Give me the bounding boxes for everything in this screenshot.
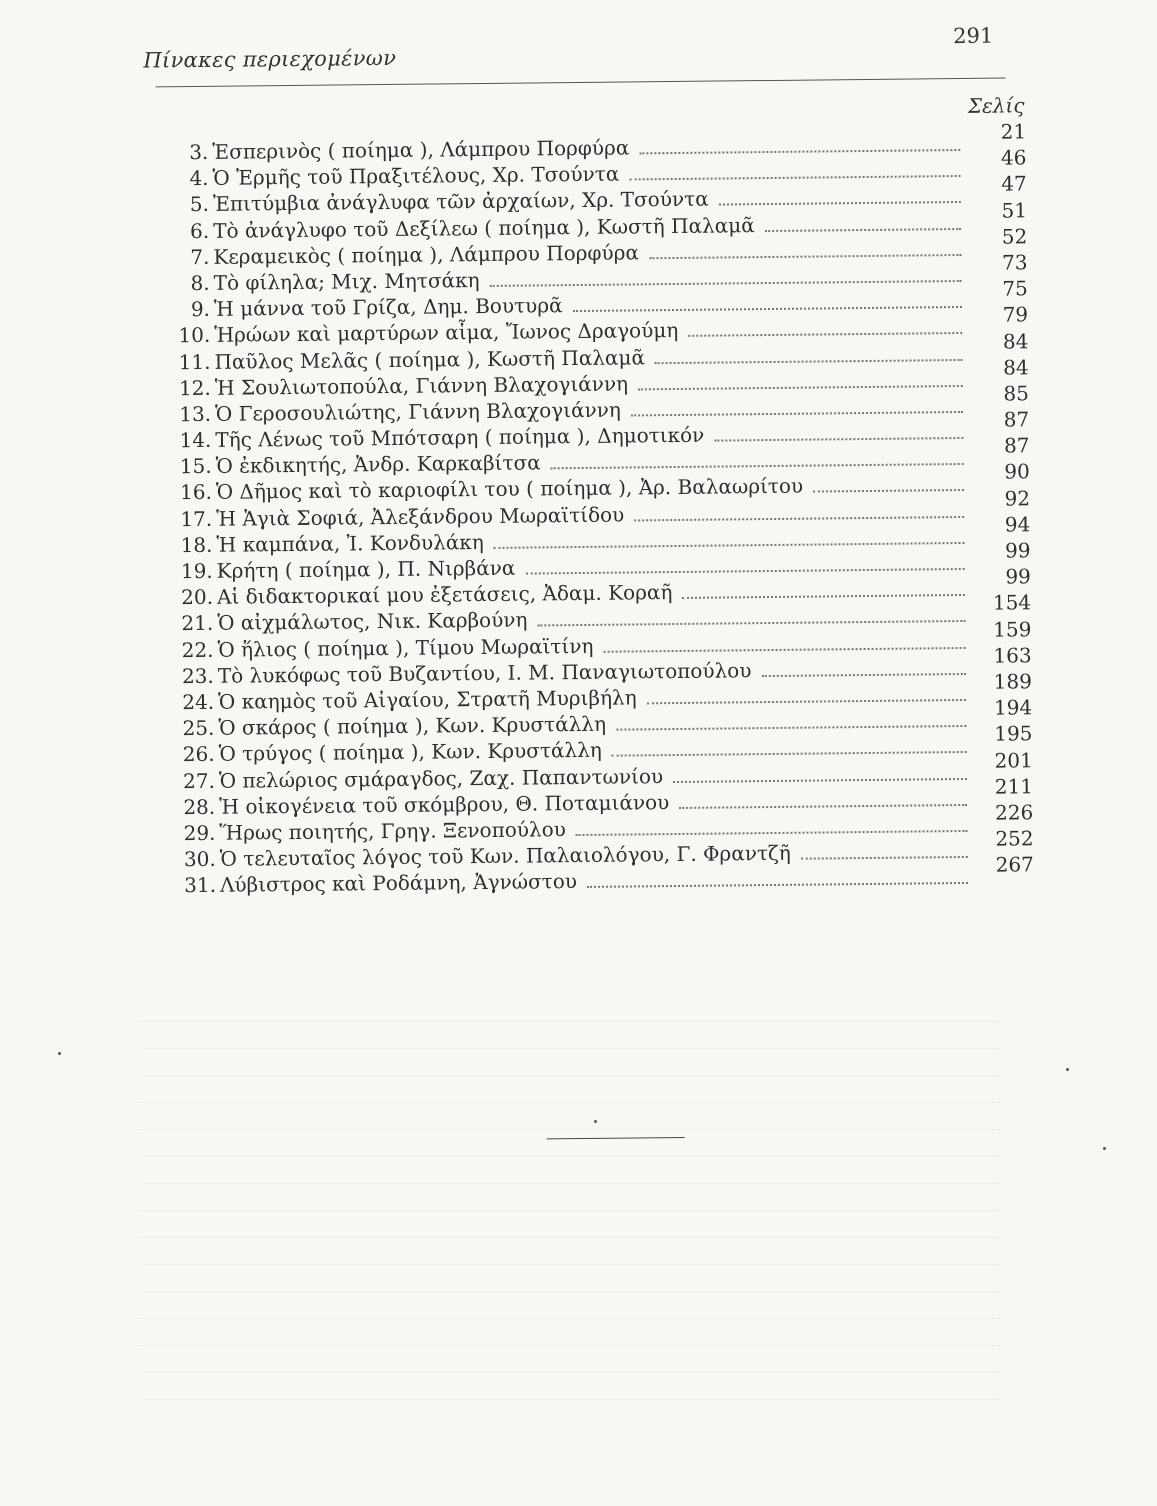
toc-entry-title: Ἑσπερινὸς ( ποίημα ), Λάμπρου Πορφύρα — [212, 135, 630, 164]
toc-entry-number: 24. — [182, 689, 215, 715]
toc-entry-number: 17. — [180, 506, 213, 531]
toc-entry-number: 11. — [178, 349, 211, 374]
toc-entry-page: 195 — [994, 721, 1033, 746]
toc-entry-number: 18. — [180, 532, 213, 557]
toc-entry-title: Ὁ Ἑρμῆς τοῦ Πραξιτέλους, Χρ. Τσούντα — [212, 161, 620, 191]
toc-entry-page: 46 — [1000, 145, 1027, 170]
toc-entry-page: 267 — [995, 852, 1034, 877]
toc-dot-leader — [714, 437, 963, 442]
toc-entry-title: Παῦλος Μελᾶς ( ποίημα ), Κωστῆ Παλαμᾶ — [214, 344, 646, 374]
toc-entry-number: 20. — [181, 585, 214, 610]
toc-entry-page: 87 — [1003, 407, 1030, 432]
toc-entry-number: 21. — [181, 611, 214, 636]
page-number: 291 — [953, 23, 994, 49]
toc-entry-page: 154 — [992, 590, 1032, 616]
toc-entry-page: 99 — [1005, 564, 1031, 589]
toc-entry-title: Ὁ τελευταῖος λόγος τοῦ Κων. Παλαιολόγου, Γ. Φραντζῆ — [219, 840, 791, 871]
toc-dot-leader — [639, 149, 960, 154]
toc-entry-page: 85 — [1003, 381, 1030, 406]
toc-entry-page: 94 — [1004, 512, 1031, 537]
toc-entry-page: 194 — [993, 695, 1033, 720]
toc-entry-number: 25. — [182, 715, 215, 741]
toc-entry-page: 92 — [1004, 485, 1031, 511]
toc-entry-number: 16. — [179, 480, 213, 505]
toc-dot-leader — [647, 699, 966, 704]
toc-dot-leader — [631, 411, 963, 416]
toc-entry-title: Τὸ φίληλα; Μιχ. Μητσάκη — [213, 267, 480, 295]
toc-dot-leader — [682, 594, 965, 599]
toc-entry-title: Ὁ πελώριος σμάραγδος, Ζαχ. Παπαντωνίου — [218, 763, 664, 793]
toc-entry-title: Ἥρως ποιητής, Γρηγ. Ξενοπούλου — [219, 817, 566, 845]
toc-entry-title: Ὁ ἐκδικητής, Ἀνδρ. Καρκαβίτσα — [215, 450, 541, 479]
toc-entry-title: Κεραμεικὸς ( ποίημα ), Λάμπρου Πορφύρα — [213, 240, 640, 269]
page-column-label: Σελίς — [967, 93, 1025, 118]
toc-entry-title: Αἱ διδακτορικαί μου ἐξετάσεις, Ἀδαμ. Κοραῆ — [216, 580, 673, 609]
toc-entry-number: 23. — [181, 663, 214, 688]
toc-entry-number: 27. — [182, 768, 216, 793]
toc-entry-title: Τῆς Λένως τοῦ Μπότσαρη ( ποίημα ), Δημοτικόν — [215, 422, 705, 452]
toc-entry-title: Ἡ Ἁγιὰ Σοφιά, Ἀλεξάνδρου Μωραϊτίδου — [216, 502, 625, 531]
toc-entry-title: Ὁ ἥλιος ( ποίημα ), Τίμου Μωραϊτίνη — [217, 633, 594, 662]
toc-entry-number: 26. — [182, 742, 215, 767]
toc-entry-page: 163 — [993, 643, 1032, 668]
toc-dot-leader — [813, 489, 964, 493]
toc-dot-leader — [576, 830, 968, 836]
toc-entry-page: 159 — [993, 616, 1032, 642]
toc-entry-page: 51 — [1001, 197, 1028, 223]
toc-entry-page: 201 — [994, 747, 1033, 773]
toc-dot-leader — [551, 463, 964, 469]
toc-entry-number: 22. — [181, 637, 214, 662]
toc-entry-title: Ἡ Σουλιωτοπούλα, Γιάννη Βλαχογιάννη — [214, 371, 629, 400]
toc-entry-title: Τὸ ἀνάγλυφο τοῦ Δεξίλεω ( ποίημα ), Κωστῆ Παλαμᾶ — [213, 212, 755, 243]
table-of-contents — [166, 119, 1034, 898]
toc-entry-title: Ἡ οἰκογένεια τοῦ σκόμβρου, Θ. Ποταμιάνου — [219, 789, 670, 819]
toc-entry-page: 21 — [1000, 119, 1027, 144]
toc-dot-leader — [679, 804, 967, 809]
toc-entry-page: 52 — [1001, 224, 1028, 249]
toc-entry-number: 28. — [183, 794, 216, 819]
toc-entry-number: 4. — [189, 166, 209, 191]
toc-entry-number: 6. — [189, 218, 210, 243]
toc-dot-leader — [761, 673, 965, 677]
toc-dot-leader — [673, 777, 967, 782]
toc-entry-page: 189 — [993, 669, 1033, 694]
toc-entry-title: Ἐπιτύμβια ἀνάγλυφα τῶν ἀρχαίων, Χρ. Τσούντα — [212, 187, 709, 217]
toc-entry-page: 73 — [1001, 250, 1028, 275]
toc-entry-number: 12. — [178, 375, 211, 400]
toc-entry-title: Ὁ σκάρος ( ποίημα ), Κων. Κρυστάλλη — [218, 711, 607, 740]
toc-entry-number: 7. — [190, 244, 210, 269]
toc-dot-leader — [655, 358, 963, 363]
toc-dot-leader — [765, 228, 961, 232]
toc-entry-number: 31. — [184, 873, 217, 898]
toc-entry-title: Ὁ καημὸς τοῦ Αἰγαίου, Στρατῆ Μυριβήλη — [217, 685, 637, 714]
toc-entry-page: 84 — [1002, 328, 1029, 354]
toc-dot-leader — [801, 856, 968, 860]
toc-entry-title: Ὁ αἰχμάλωτος, Νικ. Καρβούνη — [217, 607, 528, 636]
toc-entry-number: 14. — [179, 427, 212, 453]
paper-speck — [594, 1120, 597, 1123]
paper-speck — [1103, 1147, 1106, 1150]
toc-dot-leader — [525, 568, 964, 575]
toc-entry-number: 29. — [183, 820, 216, 846]
toc-entry-number: 19. — [180, 558, 213, 584]
toc-entry-page: 99 — [1004, 538, 1031, 563]
toc-dot-leader — [573, 306, 962, 312]
toc-entry-title: Ὁ Δῆμος καὶ τὸ καριοφίλι του ( ποίημα ), Ἀρ. Βαλαωρίτου — [215, 474, 804, 505]
toc-entry-number: 5. — [189, 192, 210, 217]
toc-dot-leader — [629, 175, 960, 180]
toc-dot-leader — [616, 725, 966, 731]
paper-speck — [58, 1052, 61, 1055]
toc-entry-page: 87 — [1003, 433, 1030, 458]
toc-entry-title: Τὸ λυκόφως τοῦ Βυζαντίου, Ι. Μ. Παναγιωτοπούλου — [217, 657, 752, 688]
toc-entry-title: Ἡρώων καὶ μαρτύρων αἷμα, Ἴωνος Δραγούμη — [214, 318, 679, 348]
toc-dot-leader — [649, 254, 962, 259]
toc-entry-number: 8. — [190, 270, 210, 296]
toc-entry-page: 47 — [1001, 171, 1027, 196]
paper-speck — [1066, 1068, 1069, 1071]
running-head: Πίνακες περιεχομένων — [143, 45, 397, 73]
toc-entry-title: Ὁ τρύγος ( ποίημα ), Κων. Κρυστάλλη — [218, 738, 602, 767]
toc-entry-page: 211 — [994, 773, 1034, 799]
toc-entry-number: 10. — [178, 323, 211, 348]
toc-dot-leader — [688, 332, 962, 337]
toc-entry-number: 30. — [183, 846, 216, 872]
toc-dot-leader — [638, 385, 963, 390]
toc-entry-title: Ἡ μάννα τοῦ Γρίζα, Δημ. Βουτυρᾶ — [213, 293, 563, 321]
toc-entry-page: 79 — [1002, 302, 1029, 327]
toc-entry-number: 9. — [190, 296, 211, 322]
toc-entry-title: Ἡ καμπάνα, Ἰ. Κονδυλάκη — [216, 529, 484, 557]
toc-entry-page: 252 — [995, 826, 1034, 851]
toc-entry-page: 84 — [1003, 354, 1029, 380]
toc-dot-leader — [494, 542, 965, 549]
toc-entry-number: 3. — [189, 139, 209, 165]
toc-entry-title: Κρήτη ( ποίημα ), Π. Νιρβάνα — [216, 555, 516, 583]
toc-dot-leader — [634, 516, 964, 521]
toc-dot-leader — [612, 751, 967, 757]
toc-entry-number: 13. — [179, 401, 212, 427]
toc-dot-leader — [537, 620, 965, 626]
toc-dot-leader — [587, 882, 968, 888]
toc-entry-title: Λύβιστρος καὶ Ροδάμνη, Ἀγνώστου — [219, 869, 578, 898]
toc-entry-page: 226 — [994, 800, 1034, 825]
bleed-through-texture — [140, 995, 1000, 1415]
toc-dot-leader — [719, 201, 961, 206]
toc-dot-leader — [603, 647, 965, 653]
toc-entry-page: 90 — [1004, 459, 1030, 484]
toc-dot-leader — [490, 280, 962, 287]
header-rule — [156, 78, 1006, 88]
toc-entry-page: 75 — [1002, 276, 1028, 301]
toc-entry-number: 15. — [179, 454, 212, 479]
toc-entry-title: Ὁ Γεροσουλιώτης, Γιάννη Βλαχογιάννη — [214, 397, 621, 426]
